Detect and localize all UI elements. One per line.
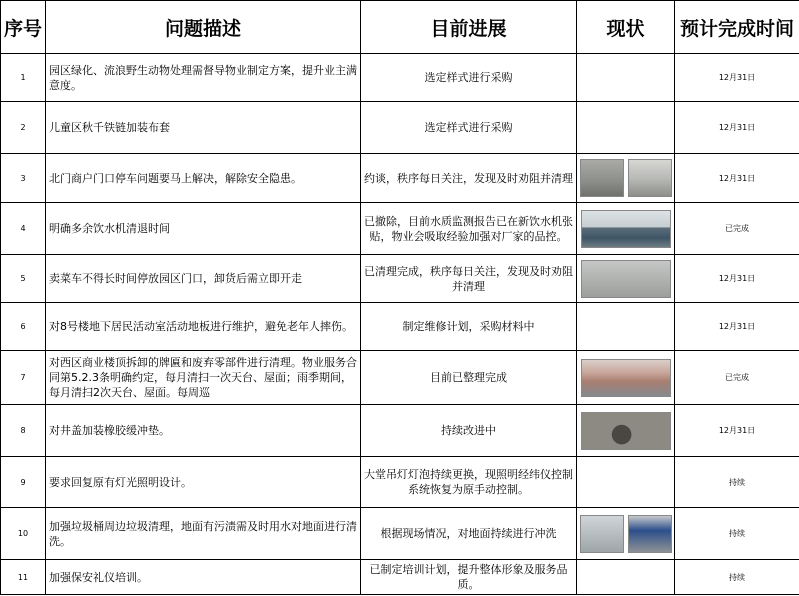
row-description: 要求回复原有灯光照明设计。 <box>46 457 361 508</box>
table-row <box>1 351 799 405</box>
row-description: 对8号楼地下居民活动室活动地板进行维护，避免老年人摔伤。 <box>46 303 361 351</box>
row-description: 卖菜车不得长时间停放园区门口，卸货后需立即开走 <box>46 255 361 303</box>
row-date: 持续 <box>675 457 799 508</box>
row-date: 持续 <box>675 508 799 560</box>
row-description: 加强保安礼仪培训。 <box>46 560 361 595</box>
table-row <box>1 154 799 203</box>
row-progress: 持续改进中 <box>361 405 577 457</box>
corridor-photo <box>628 159 672 197</box>
row-progress: 大堂吊灯灯泡持续更换，现照明经纬仪控制系统恢复为原手动控制。 <box>361 457 577 508</box>
row-description: 北门商户门口停车问题要马上解决，解除安全隐患。 <box>46 154 361 203</box>
row-photos <box>577 560 675 595</box>
header-desc: 问题描述 <box>46 1 361 54</box>
row-number: 8 <box>1 405 46 457</box>
table-row <box>1 405 799 457</box>
header-progress: 目前进展 <box>361 1 577 54</box>
row-photos <box>577 351 675 405</box>
row-date: 12月31日 <box>675 303 799 351</box>
row-photos <box>577 457 675 508</box>
row-description: 对井盖加装橡胶缓冲垫。 <box>46 405 361 457</box>
table-row <box>1 102 799 154</box>
row-date: 12月31日 <box>675 405 799 457</box>
row-photos <box>577 508 675 560</box>
rack-cleanup-photo <box>581 359 671 397</box>
row-progress: 选定样式进行采购 <box>361 102 577 154</box>
header-seq: 序号 <box>1 1 46 54</box>
row-progress: 已清理完成，秩序每日关注，发现及时劝阻并清理 <box>361 255 577 303</box>
row-number: 4 <box>1 203 46 255</box>
row-description: 加强垃圾桶周边垃圾清理，地面有污渍需及时用水对地面进行清洗。 <box>46 508 361 560</box>
row-number: 9 <box>1 457 46 508</box>
row-photos <box>577 405 675 457</box>
row-description: 园区绿化、流浪野生动物处理需督导物业制定方案，提升业主满意度。 <box>46 54 361 102</box>
row-date: 持续 <box>675 560 799 595</box>
row-number: 3 <box>1 154 46 203</box>
row-date: 已完成 <box>675 351 799 405</box>
street-photo <box>581 210 671 248</box>
row-date: 12月31日 <box>675 255 799 303</box>
worker-photo <box>628 515 672 553</box>
table-row <box>1 560 799 595</box>
row-progress: 目前已整理完成 <box>361 351 577 405</box>
row-progress: 已撤除，目前水质监测报告已在新饮水机张贴，物业会吸取经验加强对厂家的品控。 <box>361 203 577 255</box>
row-number: 5 <box>1 255 46 303</box>
table-row <box>1 203 799 255</box>
header-row <box>1 1 799 54</box>
row-number: 10 <box>1 508 46 560</box>
row-date: 已完成 <box>675 203 799 255</box>
table-row <box>1 508 799 560</box>
row-date: 12月31日 <box>675 102 799 154</box>
row-progress: 已制定培训计划，提升整体形象及服务品质。 <box>361 560 577 595</box>
row-progress: 制定维修计划，采购材料中 <box>361 303 577 351</box>
table-row <box>1 255 799 303</box>
table-row <box>1 54 799 102</box>
row-number: 11 <box>1 560 46 595</box>
row-photos <box>577 54 675 102</box>
row-photos <box>577 303 675 351</box>
row-date: 12月31日 <box>675 154 799 203</box>
road-photo <box>580 159 624 197</box>
table-row <box>1 457 799 508</box>
row-date: 12月31日 <box>675 54 799 102</box>
row-photos <box>577 203 675 255</box>
header-expected: 预计完成时间 <box>675 1 799 54</box>
row-number: 7 <box>1 351 46 405</box>
table-row <box>1 303 799 351</box>
row-number: 6 <box>1 303 46 351</box>
row-description: 明确多余饮水机清退时间 <box>46 203 361 255</box>
row-number: 2 <box>1 102 46 154</box>
row-description: 儿童区秋千铁链加装布套 <box>46 102 361 154</box>
row-description: 对西区商业楼顶拆卸的牌匾和废弃零部件进行清理。物业服务合同第5.2.3条明确约定，每月清扫一次天台、屋面；雨季期间，每月清扫2次天台、屋面。每周巡 <box>46 351 361 405</box>
row-photos <box>577 255 675 303</box>
header-status: 现状 <box>577 1 675 54</box>
row-progress: 根据现场情况，对地面持续进行冲洗 <box>361 508 577 560</box>
row-number: 1 <box>1 54 46 102</box>
row-progress: 选定样式进行采购 <box>361 54 577 102</box>
parking-ground-photo <box>581 260 671 298</box>
row-photos <box>577 154 675 203</box>
floor-photo <box>580 515 624 553</box>
row-photos <box>577 102 675 154</box>
manhole-photo <box>581 412 671 450</box>
row-progress: 约谈，秩序每日关注，发现及时劝阻并清理 <box>361 154 577 203</box>
